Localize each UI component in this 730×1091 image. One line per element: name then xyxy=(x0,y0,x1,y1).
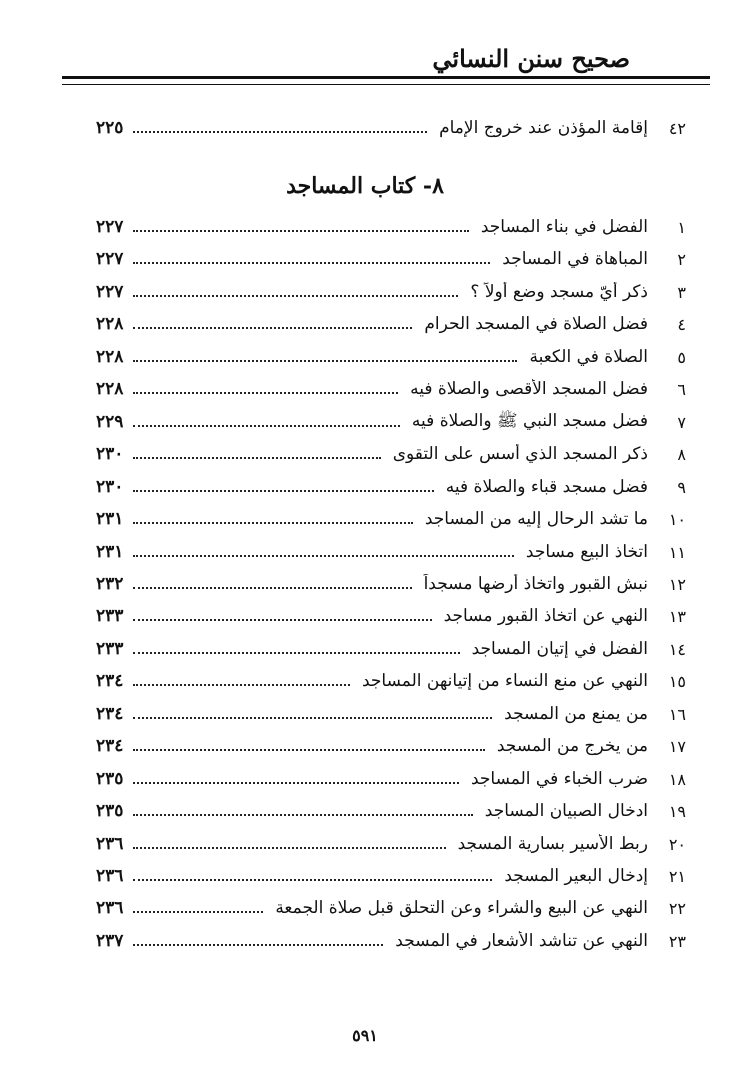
entry-page: ٢٣٢ xyxy=(96,574,124,594)
toc-entry xyxy=(96,634,686,664)
entry-number: ٤ xyxy=(677,314,686,334)
entry-number: ١٠ xyxy=(668,509,686,529)
entry-page: ٢٣٤ xyxy=(96,736,124,756)
toc-entry xyxy=(96,569,686,599)
entry-page: ٢٣٦ xyxy=(96,866,124,886)
dot-leader xyxy=(133,230,468,232)
header-rule-thin xyxy=(62,84,710,85)
running-head: صحيح سنن النسائي xyxy=(432,44,630,73)
entry-number: ٩ xyxy=(677,477,686,497)
entry-title: الفضل في إتيان المساجد xyxy=(471,639,648,659)
entry-title: نبش القبور واتخاذ أرضها مسجداً xyxy=(423,574,648,594)
entry-page: ٢٢٧ xyxy=(96,282,124,302)
toc-entry xyxy=(96,926,686,956)
toc-entry xyxy=(96,829,686,859)
dot-leader xyxy=(133,327,412,329)
dot-leader xyxy=(133,522,412,524)
entry-page: ٢٣١ xyxy=(96,542,124,562)
dot-leader xyxy=(133,814,472,816)
entry-title: فضل مسجد قباء والصلاة فيه xyxy=(445,477,648,497)
entry-title: النهي عن منع النساء من إتيانهن المساجد xyxy=(361,671,648,691)
toc-entry xyxy=(96,407,686,437)
dot-leader xyxy=(133,879,492,881)
toc-entry xyxy=(96,764,686,794)
entry-page: ٢٣٤ xyxy=(96,671,124,691)
entry-title: الفضل في بناء المساجد xyxy=(480,217,648,237)
dot-leader xyxy=(133,555,514,557)
entry-title: من يمنع من المسجد xyxy=(504,704,648,724)
entry-number: ١٢ xyxy=(668,574,686,594)
entry-title: إدخال البعير المسجد xyxy=(504,866,648,886)
dot-leader xyxy=(133,684,350,686)
entry-title: الصلاة في الكعبة xyxy=(529,347,648,367)
toc-entry xyxy=(96,472,686,502)
section-heading: ٨- كتاب المساجد xyxy=(286,173,444,199)
entry-number: ٤٢ xyxy=(668,118,686,138)
toc-entry xyxy=(96,212,686,242)
entry-number: ١٨ xyxy=(668,769,686,789)
toc-entry-prev xyxy=(96,113,686,143)
entry-page: ٢٢٥ xyxy=(96,118,124,138)
entry-title: النهي عن اتخاذ القبور مساجد xyxy=(443,606,648,626)
dot-leader xyxy=(133,782,459,784)
entry-title: ذكر المسجد الذي أسس على التقوى xyxy=(392,444,648,464)
dot-leader xyxy=(133,360,517,362)
entry-page: ٢٢٨ xyxy=(96,379,124,399)
entry-page: ٢٢٧ xyxy=(96,217,124,237)
entry-title: فضل الصلاة في المسجد الحرام xyxy=(424,314,648,334)
entry-number: ٢٣ xyxy=(668,931,686,951)
entry-title: ذكر أيّ مسجد وضع أولاً ؟ xyxy=(470,282,648,302)
entry-title: إقامة المؤذن عند خروج الإمام xyxy=(439,118,648,138)
entry-title: المباهاة في المساجد xyxy=(502,249,648,269)
entry-title: النهي عن البيع والشراء وعن التحلق قبل صلاة الجمعة xyxy=(275,898,648,918)
toc-entry xyxy=(96,374,686,404)
dot-leader xyxy=(133,587,411,589)
entry-number: ٢١ xyxy=(668,866,686,886)
toc-entry xyxy=(96,439,686,469)
entry-title: ربط الأسير بسارية المسجد xyxy=(457,834,648,854)
entry-number: ١٩ xyxy=(668,801,686,821)
entry-page: ٢٢٩ xyxy=(96,412,124,432)
entry-page: ٢٣١ xyxy=(96,509,124,529)
entry-title: ما تشد الرحال إليه من المساجد xyxy=(424,509,648,529)
entry-page: ٢٣٥ xyxy=(96,801,124,821)
entry-number: ٣ xyxy=(677,282,686,302)
entry-page: ٢٣٠ xyxy=(96,444,124,464)
entry-title: من يخرج من المسجد xyxy=(496,736,648,756)
toc-entry xyxy=(96,537,686,567)
entry-number: ٨ xyxy=(677,444,686,464)
entry-page: ٢٣٠ xyxy=(96,477,124,497)
dot-leader xyxy=(133,490,433,492)
dot-leader xyxy=(133,131,427,133)
entry-page: ٢٢٨ xyxy=(96,347,124,367)
entry-page: ٢٣٧ xyxy=(96,931,124,951)
dot-leader xyxy=(133,847,445,849)
entry-page: ٢٣٤ xyxy=(96,704,124,724)
page-number: ٥٩١ xyxy=(352,1026,378,1045)
entry-page: ٢٢٨ xyxy=(96,314,124,334)
dot-leader xyxy=(133,425,400,427)
entry-number: ٢ xyxy=(677,249,686,269)
entry-number: ١٤ xyxy=(668,639,686,659)
entry-title: اتخاذ البيع مساجد xyxy=(525,542,648,562)
toc-entry xyxy=(96,796,686,826)
entry-number: ١٧ xyxy=(668,736,686,756)
toc-entry xyxy=(96,731,686,761)
toc-entry xyxy=(96,309,686,339)
entry-number: ١١ xyxy=(668,542,686,562)
toc-entry xyxy=(96,504,686,534)
entry-page: ٢٣٣ xyxy=(96,606,124,626)
entry-number: ٥ xyxy=(677,347,686,367)
dot-leader xyxy=(133,619,431,621)
entry-title: ضرب الخباء في المساجد xyxy=(470,769,648,789)
dot-leader xyxy=(133,749,484,751)
toc-entry xyxy=(96,601,686,631)
entry-number: ١٦ xyxy=(668,704,686,724)
entry-page: ٢٣٦ xyxy=(96,834,124,854)
entry-page: ٢٣٦ xyxy=(96,898,124,918)
dot-leader xyxy=(133,911,263,913)
toc-entry xyxy=(96,893,686,923)
entry-title: النهي عن تناشد الأشعار في المسجد xyxy=(395,931,648,951)
toc-entry xyxy=(96,699,686,729)
dot-leader xyxy=(133,717,492,719)
entry-title: فضل المسجد الأقصى والصلاة فيه xyxy=(410,379,648,399)
entry-title: فضل مسجد النبي ﷺ والصلاة فيه xyxy=(411,410,648,431)
toc-entry xyxy=(96,244,686,274)
entry-number: ٢٢ xyxy=(668,898,686,918)
entry-number: ٦ xyxy=(677,379,686,399)
entry-number: ٧ xyxy=(677,412,686,432)
dot-leader xyxy=(133,944,383,946)
entry-page: ٢٣٣ xyxy=(96,639,124,659)
entry-number: ٢٠ xyxy=(668,834,686,854)
dot-leader xyxy=(133,457,380,459)
entry-page: ٢٣٥ xyxy=(96,769,124,789)
toc-entry xyxy=(96,277,686,307)
toc-entry xyxy=(96,342,686,372)
dot-leader xyxy=(133,392,398,394)
toc-entry xyxy=(96,666,686,696)
entry-title: ادخال الصبيان المساجد xyxy=(484,801,648,821)
toc-entry xyxy=(96,861,686,891)
entry-page: ٢٢٧ xyxy=(96,249,124,269)
entry-number: ١٣ xyxy=(668,606,686,626)
header-rule-thick xyxy=(62,76,710,79)
entry-number: ١٥ xyxy=(668,671,686,691)
entry-number: ١ xyxy=(677,217,686,237)
dot-leader xyxy=(133,295,458,297)
dot-leader xyxy=(133,262,490,264)
dot-leader xyxy=(133,652,459,654)
